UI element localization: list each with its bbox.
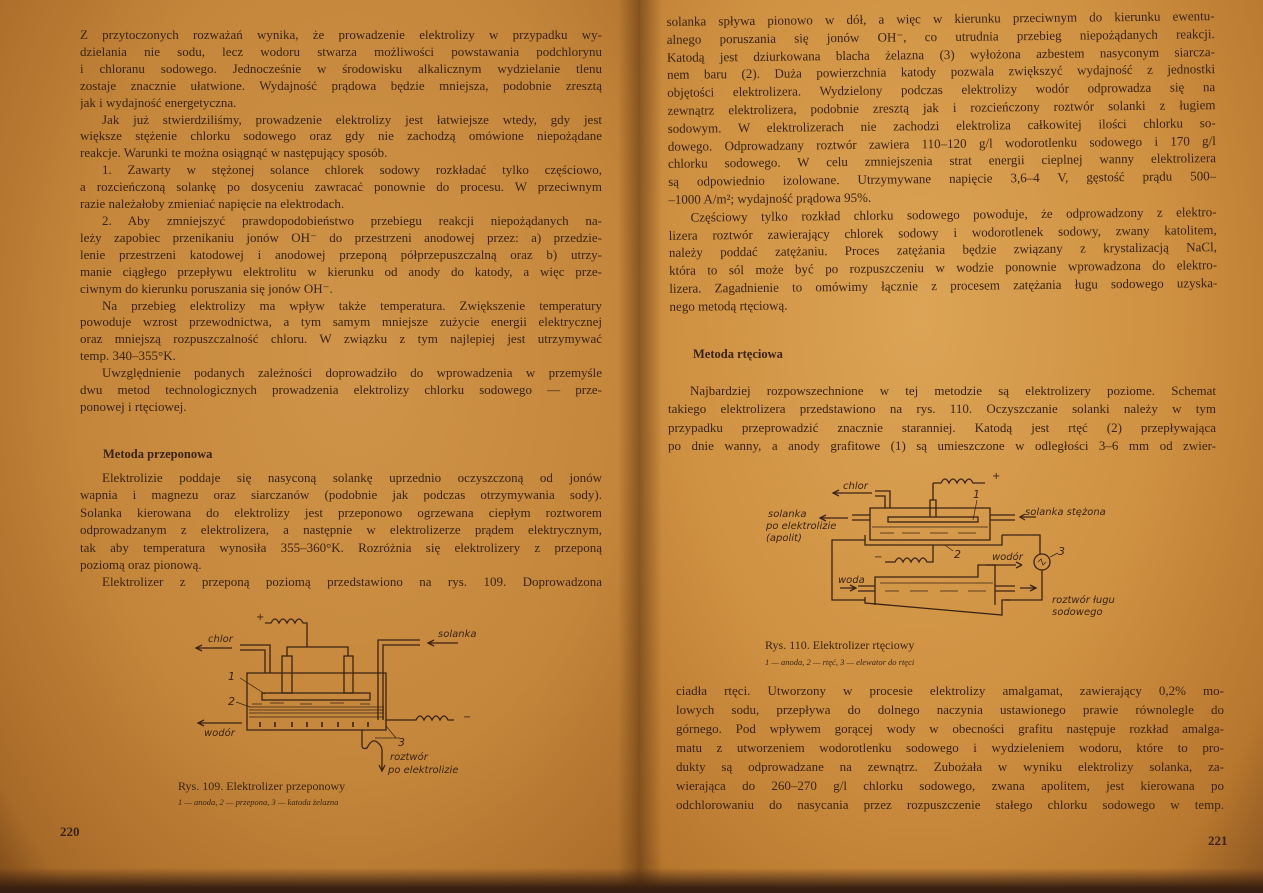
lower-tray [865, 597, 1010, 615]
fig109-plus: + [256, 612, 265, 623]
paragraph [80, 298, 602, 366]
fig109-chlor: chlor [208, 634, 233, 645]
text-line: manie ciągłego przepływu elektrolitu w kierunku od anody do katody, a więc prze- [80, 263, 602, 279]
paragraph [80, 469, 602, 573]
figure-110-caption: Rys. 110. Elektrolizer rtęciowy [765, 638, 915, 652]
left-page-text-top [80, 27, 602, 416]
text-line: 2. Aby zmniejszyć prawdopodobieństwo przebiegu reakcji niepożądanych na- [102, 212, 602, 228]
text-line: i chloranu sodowego. Jednocześnie w środowisku alkalicznym wydzielanie tlenu [80, 60, 602, 76]
left-page-text-bottom [80, 469, 602, 591]
text-line: Na przebieg elektrolizy ma wpływ także temperatura. Zwiększenie temperatury [102, 297, 602, 313]
text-line: oraz mniejszą rozpuszczalność chloru. W związku z tym najlepiej jest utrzymywać [80, 331, 602, 347]
anode-stem-right [344, 656, 353, 693]
text-line: nem baru (2). Duża powierzchnia katody pozwala zwiększyć wydajność z jednostki [667, 61, 1216, 83]
fig109-wodor: wodór [204, 728, 235, 739]
paragraph [80, 162, 602, 213]
text-line: Z przytoczonych rozważań wynika, że prowadzenie elektrolizy w przypadku wy- [80, 27, 602, 42]
cell-body [247, 673, 386, 730]
text-line: wapnia i magnezu oraz siarczanów (podobnie jak podczas otrzymywania sody). [80, 487, 602, 503]
wodor-arrow [198, 720, 242, 726]
text-line: poziomą oraz pionową. [80, 557, 202, 573]
text-line: dukty są odprowadzane na zewnątrz. Zubożała w wyniku elektrolizy solanka, za- [676, 759, 1224, 774]
text-line: solanka spływa pionowo w dół, a więc w kierunku przeciwnym do kierunku ewentu- [666, 8, 1215, 29]
fig110-po-elektrolizie: po elektrolizie [766, 521, 837, 532]
text-line: górnego. Pod wpływem gorącej wody w obecności grafitu następuje rozkład amalga- [676, 721, 1224, 736]
section-heading-metoda-rteciowa: Metoda rtęciowa [693, 347, 783, 361]
text-line: Najbardziej rozpowszechnione w tej metodzie są elektrolizery poziome. Schemat [690, 383, 1216, 398]
text-line: –1000 A/m²; wydajność prądowa 95%. [668, 189, 872, 207]
text-line: są odpowiednio izolowane. Utrzymywane napięcie 3,6–4 V, gęstość prądu 500– [668, 168, 1217, 190]
paragraph [80, 365, 602, 416]
cathode-coil [386, 716, 454, 720]
text-line: Częściowy tylko rozkład chlorku sodowego powoduje, że odprowadzony z elektro- [690, 203, 1217, 225]
text-line: leży zapobiec przenikaniu jonów OH⁻ do przestrzeni anodowej przez: a) przedzie- [80, 229, 602, 245]
text-line: Uwzględnienie podanych zależności doprowadziło do wprowadzenia w przemyśle [102, 365, 602, 381]
text-line: dwu metod technologicznych prowadzenia elektrolizy chlorku sodowego — prze- [80, 382, 602, 398]
chlor-pipe [875, 491, 890, 508]
cathode-coil [885, 545, 933, 562]
text-line: większe stężenie chlorku sodowego oraz gdy nie zachodzą omówione niepożądane [80, 128, 602, 144]
text-line: a rozcieńczoną solankę po dosyceniu zawracać ponownie do procesu. W przeciwnym [80, 179, 602, 195]
paragraph [80, 573, 602, 590]
paragraph [676, 681, 1224, 814]
text-line: tak aby temperatura wynosiła 355–360°K. Rozróżnia się elektrolizery z przeponą [80, 539, 602, 555]
right-page-text-top [666, 7, 1217, 315]
text-line: chlorku sodowego. W celu zmniejszenia strat energii cieplnej wanny elektrolizera [667, 150, 1217, 172]
text-line: ciwnym do kierunku poruszania się jonów OH⁻. [80, 280, 333, 296]
figure-109-legend: 1 — anoda, 2 — przepona, 3 — katoda żelazna [178, 797, 339, 807]
diaphragm [249, 707, 384, 717]
chlor-pipe [240, 645, 270, 673]
fig110-chlor: chlor [843, 481, 868, 492]
text-line: temp. 340–355°K. [80, 348, 176, 364]
text-line: Katodą jest dziurkowana blacha żelazna (3) wyłożona azbestem nasyconym siarcza- [666, 43, 1215, 65]
text-line: która to sól może być po rozpuszczeniu w wodzie ponownie wprowadzona do elektro- [669, 257, 1218, 279]
solanka-pipe [378, 640, 420, 720]
fig109-label-2: 2 [228, 695, 235, 708]
figure-110-legend: 1 — anoda, 2 — rtęć, 3 — elewator do rtęci [765, 657, 915, 667]
text-line: ponowej i rtęciowej. [80, 398, 187, 414]
fig110-label-3: 3 [1058, 545, 1065, 558]
fig110-solanka-stezona: solanka stężona [1025, 507, 1106, 518]
fig110-roztwor-lugu: roztwór ługu [1052, 595, 1115, 606]
fig110-label-2: 2 [954, 548, 961, 561]
anode-plate [262, 693, 370, 700]
solanka-arrow [428, 640, 458, 646]
paragraph [80, 112, 602, 163]
lug-outlet [995, 585, 1036, 591]
fig109-label-1: 1 [228, 670, 235, 683]
fig110-plus: + [992, 471, 1001, 482]
text-line: Solanka kierowana do elektrolizy jest przeponowo ogrzewana ciepłym roztworem [80, 504, 602, 520]
page-number-left: 220 [60, 824, 80, 839]
paragraph [80, 27, 602, 112]
text-line: przypadku przeprowadzić znacznie staranniej. Katodą jest rtęć (2) przepływająca [668, 419, 1216, 435]
text-line: Jak już stwierdziliśmy, prowadzenie elektrolizy jest łatwiejsze wtedy, gdy jest [102, 111, 602, 127]
book-bottom-edge [0, 868, 1263, 893]
text-line: wierająca do 260–270 g/l chlorku sodowego, zwana apolitem, jest kierowana po [676, 778, 1224, 793]
book-gutter [618, 0, 662, 893]
outlet-pipe [362, 730, 385, 771]
fig110-minus: − [874, 552, 883, 563]
right-page-text-bottom [676, 681, 1224, 814]
right-page-text-middle [668, 382, 1216, 455]
text-line: nego metodą rtęciową. [669, 297, 788, 314]
text-line: takiego elektrolizera przedstawiono na rys. 110. Oczyszczanie solanki należy w tym [668, 401, 1216, 417]
anode-plate [888, 517, 978, 522]
fig109-roztwor: roztwór [390, 752, 428, 763]
text-line: objętości elektrolizera. Wydzielony podczas elektrolizy wodór odprowadza się na [667, 79, 1216, 101]
fig110-label-1: 1 [973, 488, 980, 501]
text-line: należy poddać zatężaniu. Proces zatężania będzie związany z krystalizacją NaCl, [668, 239, 1217, 261]
fig110-woda: woda [838, 575, 865, 586]
text-line: po dnie wanny, a anody grafitowe (1) są umieszczone w odległości 3–6 mm od zwier- [668, 437, 1216, 453]
figure-109-caption: Rys. 109. Elektrolizer przeponowy [178, 779, 346, 793]
text-line: dzielania nie sodu, lecz wodoru stwarza możliwości powstawania podchlorynu [80, 43, 602, 59]
figure-110-diagram [740, 465, 1120, 635]
text-line: odprowadzanym z elektrolizera, a następnie w elektrolizerze prądem elektrycznym, [80, 522, 602, 538]
text-line: lizera roztwór zawierający chlorek sodowy i wodorotlenek sodowy, zwany katolitem, [668, 221, 1217, 243]
paragraph [668, 203, 1217, 316]
text-line: ciadła rtęci. Utworzony w procesie elektrolizy amalgamat, zawierający 0,2% mo- [676, 683, 1224, 698]
figure-109-diagram [170, 610, 510, 785]
text-line: razie należałoby zmieniać napięcie na elektrodach. [80, 196, 345, 212]
page-number-right: 221 [1208, 833, 1228, 848]
fig109-solanka: solanka [438, 629, 477, 640]
text-line: Elektrolizie poddaje się nasyconą solankę uprzednio oczyszczoną od jonów [102, 470, 602, 485]
fig109-minus: − [463, 712, 472, 723]
text-line: 1. Zawarty w stężonej solance chlorek sodowy rozkładać tylko częściowo, [102, 162, 602, 178]
fig110-sodowego: sodowego [1052, 607, 1103, 618]
paragraph [668, 382, 1216, 455]
text-line: matu z utworzeniem wodorotlenku sodowego i wydzieleniem wodoru, które to pro- [676, 740, 1224, 755]
fig110-solanka: solanka [768, 509, 807, 520]
text-line: zostaje znacznie ułatwione. Wydajność prądowa będzie mniejsza, podobnie zresztą [80, 77, 602, 93]
hydrogen-drops [260, 722, 368, 727]
text-line: powoduje wzrost przewodnictwa, a tym samym mniejsze zużycie energii elektrycznej [80, 314, 602, 330]
text-line: Elektrolizer z przeponą poziomą przedstawiono na rys. 109. Doprowadzona [102, 574, 602, 590]
text-line: dowego. Odprowadzany roztwór zawiera 110–120 g/l wodorotlenku sodowego i 170 g/l [667, 132, 1216, 154]
text-line: sodowym. W elektrolizerach nie zachodzi elektroliza całkowitej ilości chlorku so- [667, 114, 1216, 136]
anode-coil [265, 619, 307, 647]
text-line: reakcje. Warunki te można osiągnąć w następujący sposób. [80, 145, 388, 161]
text-line: alnego poruszania się jonów OH⁻, co utrudnia przebieg niepożądanych reakcji. [666, 25, 1215, 47]
text-line: lizera. Zagadnienie to omówimy łącznie z procesem zatężania ługu sodowego uzyska- [669, 275, 1218, 296]
text-line: zewnątrz elektrolizera, podobnie zresztą jak i rozcieńczony roztwór solanki z ługiem [667, 97, 1216, 118]
fig110-wodor: wodór [992, 552, 1023, 563]
anode-coil [933, 479, 985, 483]
text-line: jak i wydajność energetyczna. [80, 94, 237, 110]
paragraph [666, 7, 1216, 208]
lower-cell [875, 565, 995, 605]
paragraph [80, 213, 602, 298]
fig110-apolit: (apolit) [766, 533, 802, 544]
chlor-arrow [196, 645, 232, 651]
anode-stem [930, 483, 936, 517]
anode-stem-left [282, 656, 292, 693]
fig109-po-elektrolizie: po elektrolizie [388, 765, 459, 776]
text-line: odchlorowaniu do nasycania przez rozpuszczenie stałego chlorku sodowego w temp. [676, 797, 1224, 812]
section-heading-metoda-przeponowa: Metoda przeponowa [103, 447, 213, 461]
fig109-label-3: 3 [398, 736, 405, 749]
text-line: lowych sodu, przepływa do dolnego naczynia ustawionego prawie równolegle do [676, 702, 1224, 717]
text-line: lenie przestrzeni katodowej i anodowej przeponą półprzepuszczalną oraz b) utrzy- [80, 246, 602, 262]
